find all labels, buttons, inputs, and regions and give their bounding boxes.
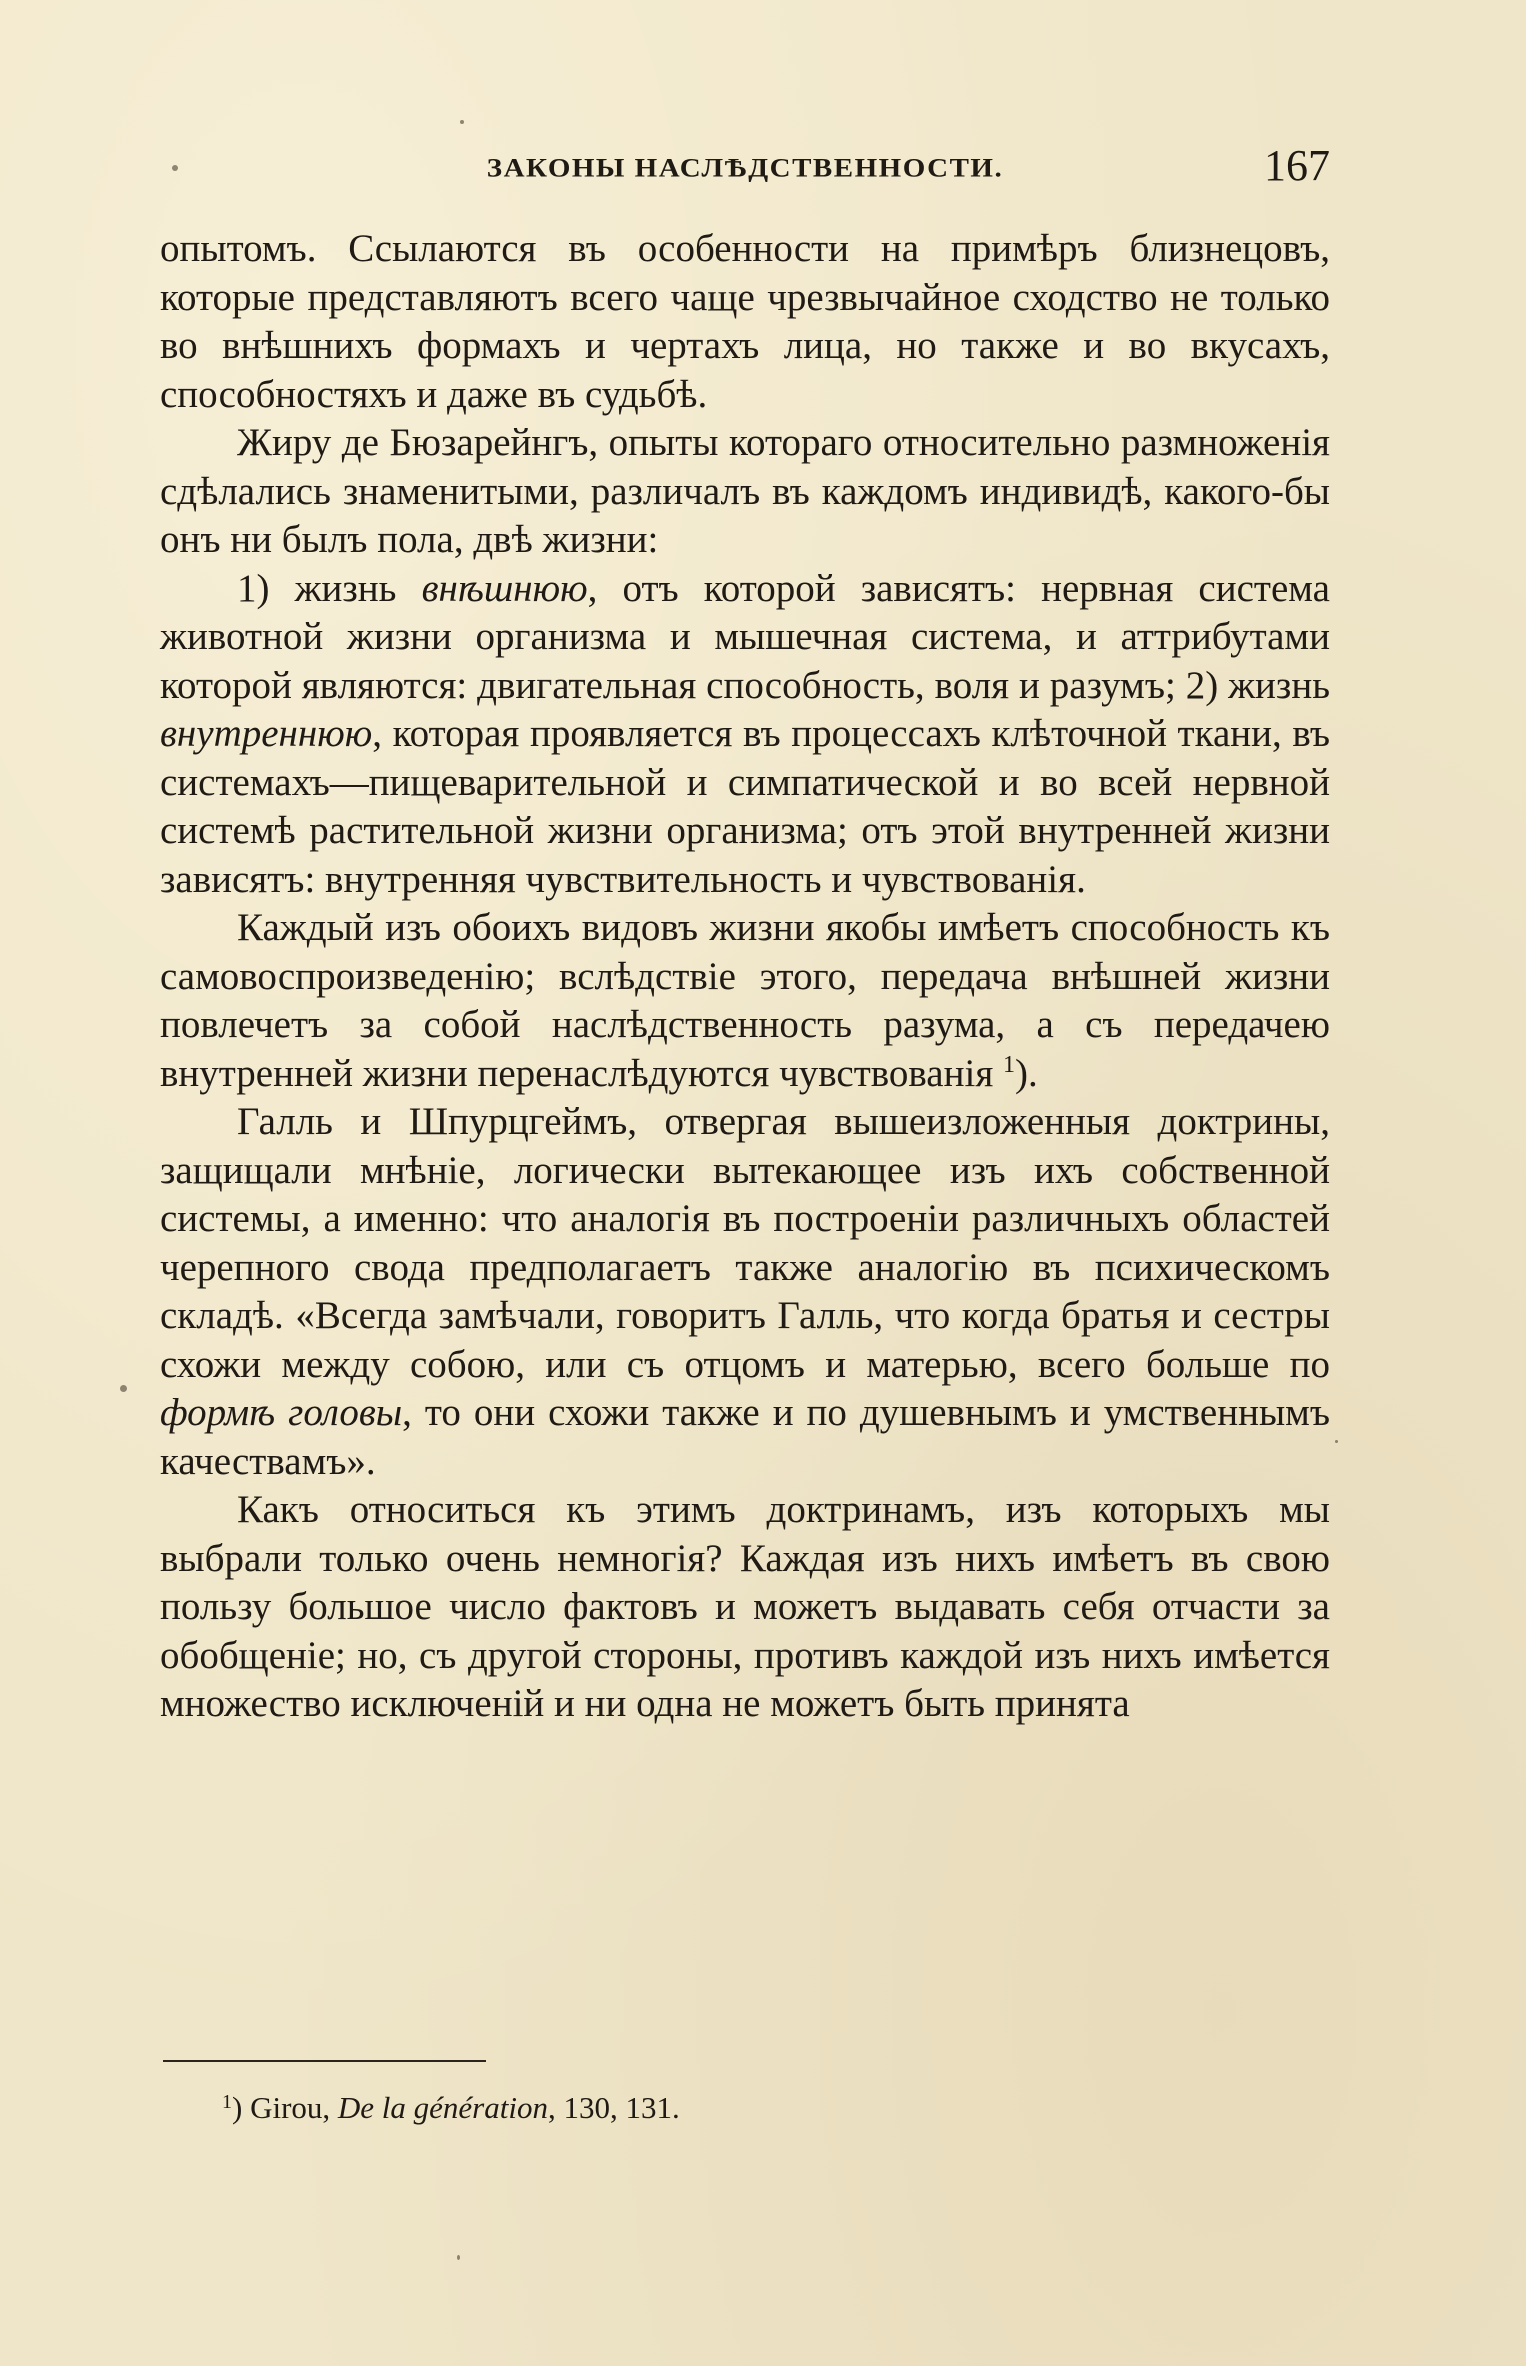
paragraph-5-text-a: Галль и Шпурцгеймъ, отвергая вышеизложенныя доктрины, защищали мнѣніе, логически вытекающее изъ ихъ собственной системы, а именно: что аналогія въ построеніи различныхъ областей черепного свода предполагаетъ также аналогію въ психическомъ складѣ. «Всегда замѣчали, говоритъ Галль, что когда братья и сестры схожи между собою, или съ отцомъ и матерью, всего больше по bbox=[160, 1100, 1330, 1386]
paper-speck bbox=[460, 120, 464, 124]
paragraph-6: Какъ относиться къ этимъ доктринамъ, изъ которыхъ мы выбрали только очень немногія? Каждая изъ нихъ имѣетъ въ свою пользу большое число фактовъ и можетъ выдавать себя отчасти за обобщеніе; но, съ другой стороны, противъ каждой изъ нихъ имѣется множество исключеній и ни одна не можетъ быть принята bbox=[160, 1488, 1330, 1725]
paragraph-4-text-a: Каждый изъ обоихъ видовъ жизни якобы имѣетъ способность къ самовоспроизведенію; вслѣдствіе этого, передача внѣшней жизни повлечетъ за собой наслѣдственность разума, а съ передачею внутренней жизни перенаслѣдуются чувствованія bbox=[160, 906, 1330, 1095]
paragraph-4 bbox=[160, 904, 1330, 1098]
paper-speck bbox=[457, 2255, 460, 2260]
paragraph-2: Жиру де Бюзарейнгъ, опыты котораго относительно размноженія сдѣлались знаменитыми, различалъ въ каждомъ индивидѣ, какого-бы онъ ни былъ пола, двѣ жизни: bbox=[160, 421, 1330, 561]
footnote-mark: 1 bbox=[222, 2091, 232, 2113]
running-head bbox=[160, 140, 1330, 190]
paper-speck bbox=[1335, 1440, 1338, 1443]
running-title: ЗАКОНЫ НАСЛѢДСТВЕННОСТИ. bbox=[486, 153, 1004, 183]
paragraph-3-text-a: 1) жизнь bbox=[237, 566, 422, 610]
paragraph-5-text-b: , то они схожи также и по душевнымъ и умственнымъ качествамъ». bbox=[160, 1391, 1330, 1483]
footnote-author: Girou, bbox=[250, 2090, 331, 2125]
body-text bbox=[160, 225, 1330, 1729]
footnote-title: De la génération bbox=[337, 2090, 548, 2125]
footnote bbox=[222, 2088, 1322, 2128]
paper-speck bbox=[120, 1385, 127, 1392]
footnote-reference: 1 bbox=[1003, 1051, 1016, 1078]
paragraph-3-text-b: , отъ которой зависятъ: нервная система животной жизни организма и мышечная система, и аттрибутами которой являются: двигательная способность, воля и разумъ; 2) жизнь bbox=[160, 566, 1330, 707]
page-number: 167 bbox=[1264, 141, 1330, 190]
paragraph-3-text-c: , которая проявляется въ процессахъ клѣточной ткани, въ системахъ—пищеварительной и симпатической и во всей нервной системѣ растительной жизни организма; отъ этой внутренней жизни зависятъ: внутренняя чувствительность и чувствованія. bbox=[160, 712, 1330, 901]
paragraph-5 bbox=[160, 1098, 1330, 1486]
italic-term-outer-life: внѣшнюю bbox=[421, 566, 588, 610]
paragraph-4-text-b: ). bbox=[1015, 1051, 1038, 1095]
footnote-rule bbox=[163, 2060, 486, 2062]
footnote-pages: , 130, 131. bbox=[547, 2090, 680, 2125]
italic-term-head-shape: формѣ головы bbox=[160, 1391, 403, 1434]
paragraph-3 bbox=[160, 565, 1330, 905]
footnote-mark-close: ) bbox=[232, 2090, 243, 2125]
paper-speck bbox=[172, 165, 178, 171]
paragraph-1: опытомъ. Ссылаются въ особенности на примѣръ близнецовъ, которые представляютъ всего чаще чрезвычайное сходство не только во внѣшнихъ формахъ и чертахъ лица, но также и во вкусахъ, способностяхъ и даже въ судьбѣ. bbox=[160, 227, 1330, 416]
italic-term-inner-life: внутреннюю bbox=[160, 712, 373, 755]
